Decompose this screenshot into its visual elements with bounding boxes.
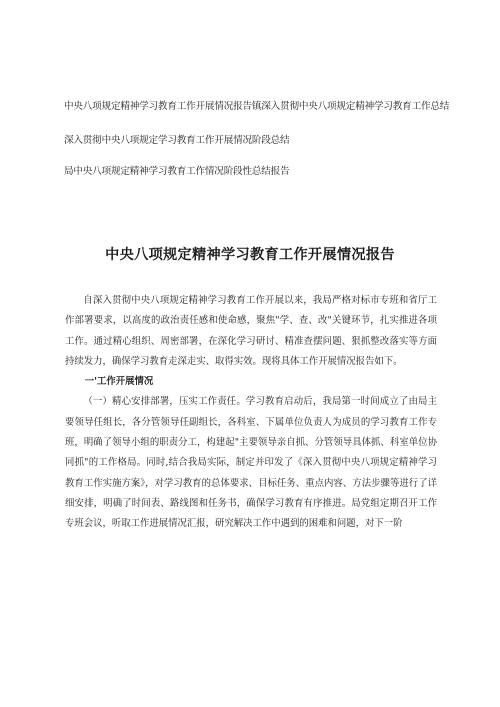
section-1-paragraph-1: （一）精心安排部署，压实工作责任。学习教育启动后，我局第一时间成立了由局主要领导任组长，各分管领导任副组长，各科室、下属单位负责人为成员的学习教育工作专班，明确了领导小组的职责分工，构建起"主要领导亲自抓、分管领导具体抓、科室单位协同抓"的工作格局。同时,结合我局实际，制定并印发了《深入贯彻中央八项规定精神学习教育工作实施方案》，对学习教育的总体要求、目标任务、重点内容、方法步骤等进行了详细安排，明确了时间表、路线图和任务书，确保学习教育有序推进。局党组定期召开工作专班会议，听取工作进展情况汇报，研究解决工作中遇到的困难和问题，对下一阶 <box>65 396 437 530</box>
toc-item-2[interactable]: 深入贯彻中央八项规定学习教育工作开展情况阶段总结 <box>64 134 290 146</box>
document-body <box>65 291 437 535</box>
intro-paragraph: 自深入贯彻中央八项规定精神学习教育工作开展以来，我局严格对标市专班和省厅工作部署要求，以高度的政治责任感和使命感，聚焦"学、查、改"关键环节，扎实推进各项工作。通过精心组织、周密部署，在深化学习研讨、精准查摆问题、狠抓整改落实等方面持续发力，确保学习教育走深走实、取得实效。现将具体工作开展情况报告如下。 <box>65 295 437 367</box>
document-title: 中央八项规定精神学习教育工作开展情况报告 <box>105 247 395 263</box>
section-heading-1: 一'工作开展情况 <box>84 376 154 388</box>
toc-item-1[interactable]: 中央八项规定精神学习教育工作开展情况报告镇深入贯彻中央八项规定精神学习教育工作总结 <box>64 101 450 112</box>
toc-item-3[interactable]: 局中央八项规定精神学习教育工作情况阶段性总结报告 <box>64 166 290 177</box>
table-of-contents <box>64 99 454 180</box>
